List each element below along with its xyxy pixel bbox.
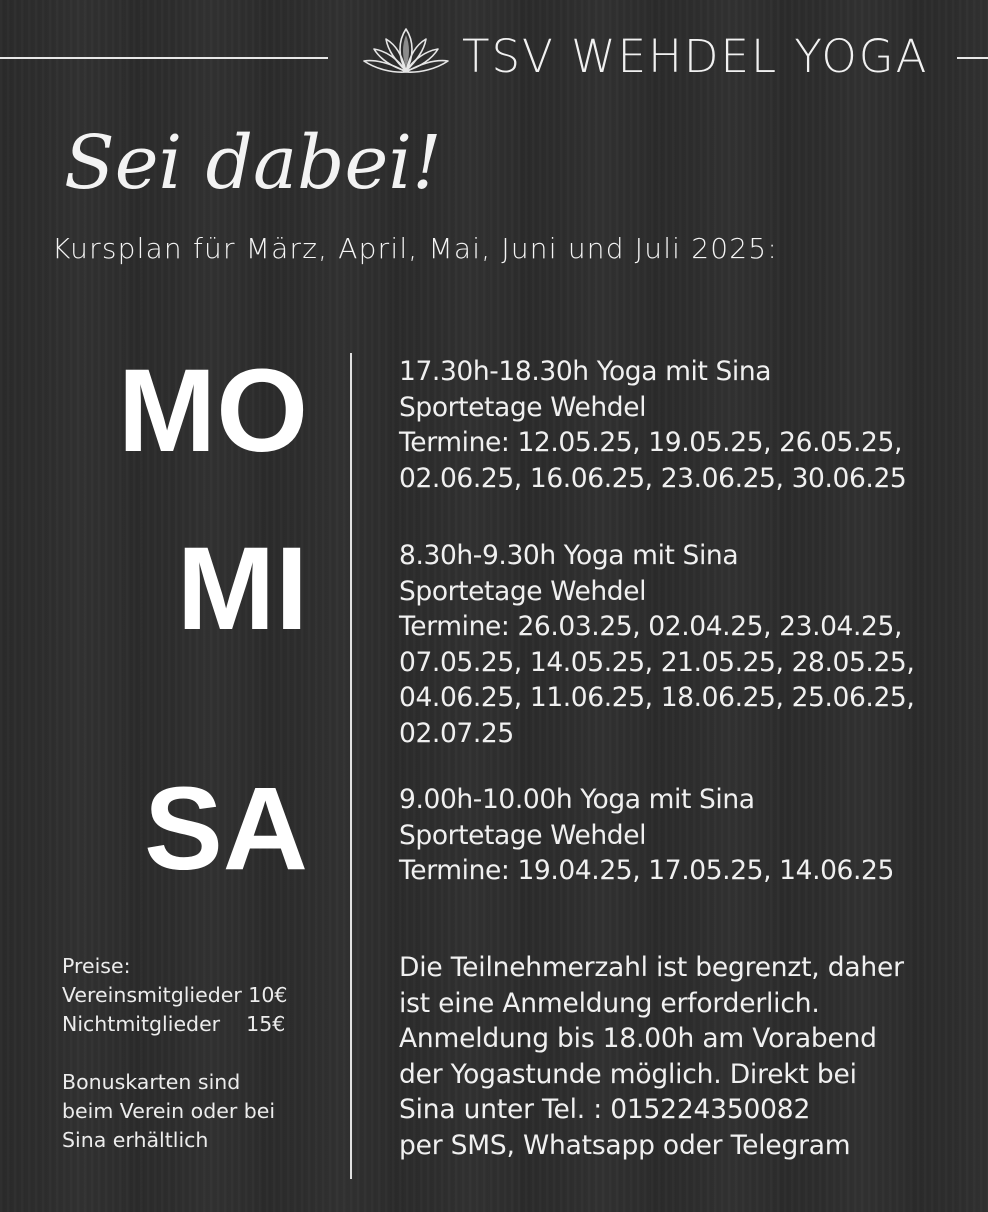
schedule-dates-line: 02.06.25, 16.06.25, 23.06.25, 30.06.25 xyxy=(399,462,907,494)
schedule-dates-line: Termine: 12.05.25, 19.05.25, 26.05.25, xyxy=(399,427,902,458)
price-members: Vereinsmitglieder 10€ xyxy=(62,983,288,1007)
registration-info xyxy=(399,950,904,1163)
script-heading-text: Sei dabei! xyxy=(64,120,442,206)
bonus-line: Bonuskarten sind xyxy=(62,1070,241,1094)
price-non-members: Nichtmitglieder 15€ xyxy=(62,1012,286,1036)
header-rule-left xyxy=(0,57,328,59)
schedule-time: 9.00h-10.00h Yoga mit Sina xyxy=(399,784,755,815)
info-line: Anmeldung bis 18.00h am Vorabend xyxy=(399,1023,877,1054)
schedule-place: Sportetage Wehdel xyxy=(399,819,647,851)
info-line: der Yogastunde möglich. Direkt bei xyxy=(399,1058,857,1090)
vertical-divider xyxy=(350,353,352,1179)
prices-section xyxy=(62,952,287,1155)
info-line: per SMS, Whatsapp oder Telegram xyxy=(399,1129,851,1161)
schedule-dates-line: Termine: 19.04.25, 17.05.25, 14.06.25 xyxy=(399,855,894,886)
day-label-wednesday: MI xyxy=(176,523,308,655)
bonus-line: beim Verein oder bei xyxy=(62,1099,276,1123)
prices-spacer xyxy=(62,1039,287,1068)
page-subtitle: Kursplan für März, April, Mai, Juni und Juli 2025: xyxy=(52,232,778,265)
schedule-place: Sportetage Wehdel xyxy=(399,391,647,423)
day-label-monday: MO xyxy=(117,345,308,477)
schedule-block-saturday xyxy=(399,782,979,889)
schedule-dates-line: 02.07.25 xyxy=(399,717,514,749)
info-line: ist eine Anmeldung erforderlich. xyxy=(399,987,820,1019)
script-heading-sei-dabei xyxy=(60,100,442,250)
schedule-block-monday xyxy=(399,354,979,496)
schedule-block-wednesday xyxy=(399,538,979,751)
lotus-icon xyxy=(360,25,452,77)
header-rule-right xyxy=(957,57,988,59)
brand-title: TSV WEHDEL YOGA xyxy=(462,30,929,83)
schedule-dates-line: Termine: 26.03.25, 02.04.25, 23.04.25, xyxy=(399,611,902,642)
bonus-line: Sina erhältlich xyxy=(62,1128,209,1152)
schedule-dates-line: 07.05.25, 14.05.25, 21.05.25, 28.05.25, xyxy=(399,646,915,678)
prices-heading: Preise: xyxy=(62,954,131,978)
schedule-time: 17.30h-18.30h Yoga mit Sina xyxy=(399,356,772,387)
info-line: Die Teilnehmerzahl ist begrenzt, daher xyxy=(399,952,904,983)
schedule-dates-line: 04.06.25, 11.06.25, 18.06.25, 25.06.25, xyxy=(399,682,915,713)
info-line: Sina unter Tel. : 015224350082 xyxy=(399,1094,811,1125)
schedule-place: Sportetage Wehdel xyxy=(399,575,647,607)
day-label-saturday: SA xyxy=(144,763,308,895)
schedule-time: 8.30h-9.30h Yoga mit Sina xyxy=(399,540,739,571)
